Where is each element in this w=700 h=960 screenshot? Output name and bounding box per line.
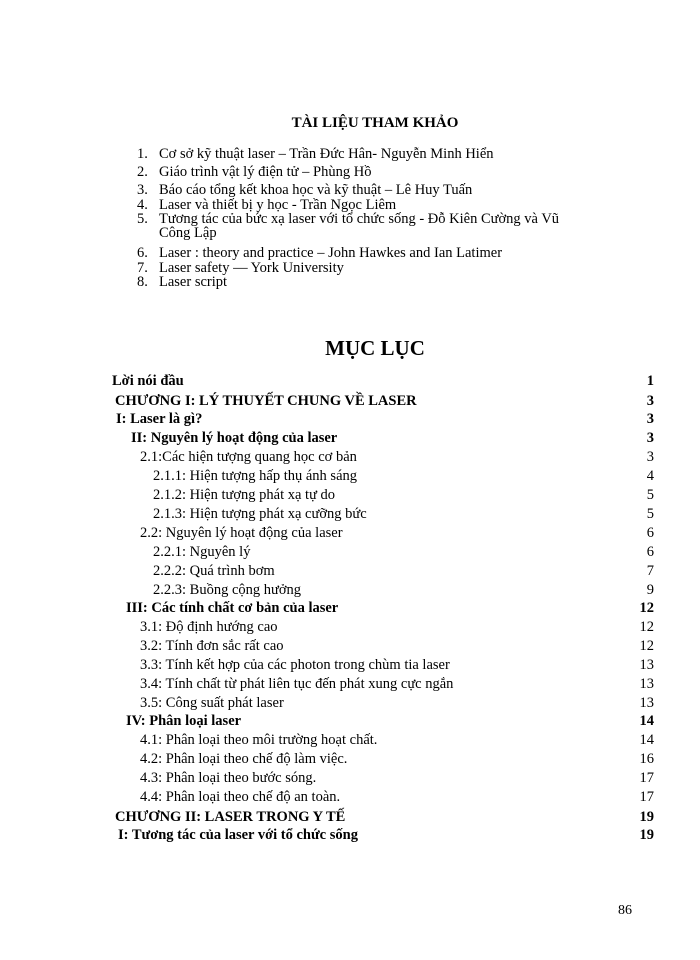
toc-entry: [0, 599, 700, 618]
toc-entry-title: 3.3: Tính kết hợp của các photon trong chùm tia laser: [140, 657, 450, 673]
toc-entry-page: 3: [646, 411, 654, 427]
toc-entry-title: III: Các tính chất cơ bản của laser: [126, 600, 339, 616]
toc-entry: [0, 826, 700, 845]
toc-entry-title: I: Laser là gì?: [116, 411, 203, 427]
toc-entry: [0, 808, 700, 827]
toc-entry-title: Lời nói đầu: [112, 373, 184, 389]
reference-text: Laser : theory and practice – John Hawkes and Ian Latimer: [159, 245, 503, 261]
reference-text: Tương tác của bức xạ laser với tổ chức sống - Đỗ Kiên Cường và Vũ: [159, 211, 560, 227]
toc-entry-page: 4: [646, 468, 654, 484]
toc-entry-page: 6: [646, 544, 654, 560]
page-number: 86: [618, 903, 632, 918]
toc-entry-title: 3.4: Tính chất từ phát liên tục đến phát xung cực ngắn: [140, 676, 454, 692]
toc-entry: [0, 712, 700, 731]
toc-entry: [0, 731, 700, 750]
toc-entry-title: 2.1.3: Hiện tượng phát xạ cưỡng bức: [153, 506, 367, 522]
toc-entry-title: IV: Phân loại laser: [126, 713, 242, 729]
toc-entry: [0, 618, 700, 637]
reference-text: Công Lập: [159, 225, 217, 241]
toc-entry-title: 4.3: Phân loại theo bước sóng.: [140, 770, 317, 786]
toc-entry-title: CHƯƠNG II: LASER TRONG Y TẾ: [115, 809, 346, 825]
toc-entry-page: 6: [646, 525, 654, 541]
toc-entry-page: 3: [646, 393, 654, 409]
reference-number: 1.: [137, 146, 148, 162]
toc-entry-page: 5: [646, 487, 654, 503]
toc-entry-title: 4.1: Phân loại theo môi trường hoạt chất.: [140, 732, 378, 748]
toc-entry-page: 19: [639, 827, 654, 843]
toc-entry-title: 2.1.2: Hiện tượng phát xạ tự do: [153, 487, 336, 503]
toc-entry-title: 2.2.1: Nguyên lý: [153, 544, 251, 560]
toc-entry-page: 13: [639, 695, 654, 711]
reference-text: Laser script: [159, 274, 228, 290]
toc-entry: [0, 392, 700, 411]
toc-entry: [0, 788, 700, 807]
toc-entry: [0, 505, 700, 524]
reference-text: Laser và thiết bị y học - Trần Ngọc Liêm: [159, 197, 397, 213]
toc-entry-page: 1: [646, 373, 654, 389]
toc-entry: [0, 656, 700, 675]
toc-entry: [0, 675, 700, 694]
toc-entry: [0, 372, 700, 391]
reference-text: Giáo trình vật lý điện tử – Phùng Hồ: [159, 164, 372, 180]
toc-entry-page: 7: [646, 563, 654, 579]
reference-text: Laser safety — York University: [159, 260, 344, 276]
reference-number: 4.: [137, 197, 148, 213]
toc-entry-title: I: Tương tác của laser với tổ chức sống: [118, 827, 358, 843]
toc-entry-title: II: Nguyên lý hoạt động của laser: [131, 430, 338, 446]
toc-entry: [0, 467, 700, 486]
toc-entry-title: 3.2: Tính đơn sắc rất cao: [140, 638, 284, 654]
references-title: TÀI LIỆU THAM KHẢO: [291, 115, 459, 131]
toc-entry-page: 12: [639, 600, 654, 616]
toc-entry: [0, 524, 700, 543]
toc-entry-title: 4.2: Phân loại theo chế độ làm việc.: [140, 751, 348, 767]
reference-number: 6.: [137, 245, 148, 261]
toc-entry-page: 5: [646, 506, 654, 522]
toc-entry-page: 3: [646, 430, 654, 446]
toc-entry: [0, 448, 700, 467]
toc-entry-page: 14: [639, 732, 654, 748]
toc-entry-page: 17: [639, 770, 654, 786]
toc-entry: [0, 429, 700, 448]
toc-entry: [0, 769, 700, 788]
toc-entry-title: 2.2.3: Buồng cộng hưởng: [153, 582, 302, 598]
toc-entry-page: 12: [639, 638, 654, 654]
reference-number: 3.: [137, 182, 148, 198]
toc-entry: [0, 562, 700, 581]
toc-entry-title: 2.2: Nguyên lý hoạt động của laser: [140, 525, 343, 541]
reference-number: 8.: [137, 274, 148, 290]
toc-entry-page: 17: [639, 789, 654, 805]
toc-entry-title: 2.1:Các hiện tượng quang học cơ bản: [140, 449, 357, 465]
toc-entry: [0, 581, 700, 600]
toc-entry-title: 3.1: Độ định hướng cao: [140, 619, 278, 635]
toc-entry-page: 13: [639, 657, 654, 673]
toc-entry-page: 13: [639, 676, 654, 692]
toc-entry: [0, 637, 700, 656]
toc-entry-title: 2.1.1: Hiện tượng hấp thụ ánh sáng: [153, 468, 357, 484]
toc-entry-title: 4.4: Phân loại theo chế độ an toàn.: [140, 789, 341, 805]
toc-entry-title: 3.5: Công suất phát laser: [140, 695, 284, 711]
toc-entry-page: 16: [639, 751, 654, 767]
toc-entry-title: 2.2.2: Quá trình bơm: [153, 563, 275, 579]
toc-entry: [0, 486, 700, 505]
reference-text: Cơ sở kỹ thuật laser – Trần Đức Hân- Nguyễn Minh Hiển: [159, 146, 494, 162]
toc-entry-page: 12: [639, 619, 654, 635]
reference-text: Báo cáo tổng kết khoa học và kỹ thuật – Lê Huy Tuấn: [159, 182, 473, 198]
toc-title: MỤC LỤC: [325, 336, 425, 360]
toc-entry: [0, 410, 700, 429]
toc-entry-page: 3: [646, 449, 654, 465]
toc-entry-title: CHƯƠNG I: LÝ THUYẾT CHUNG VỀ LASER: [115, 393, 417, 409]
reference-number: 2.: [137, 164, 148, 180]
toc-entry-page: 9: [646, 582, 654, 598]
reference-number: 7.: [137, 260, 148, 276]
toc-entry-page: 14: [639, 713, 654, 729]
toc-entry: [0, 694, 700, 713]
toc-entry: [0, 750, 700, 769]
toc-entry-page: 19: [639, 809, 654, 825]
reference-number: 5.: [137, 211, 148, 227]
toc-entry: [0, 543, 700, 562]
